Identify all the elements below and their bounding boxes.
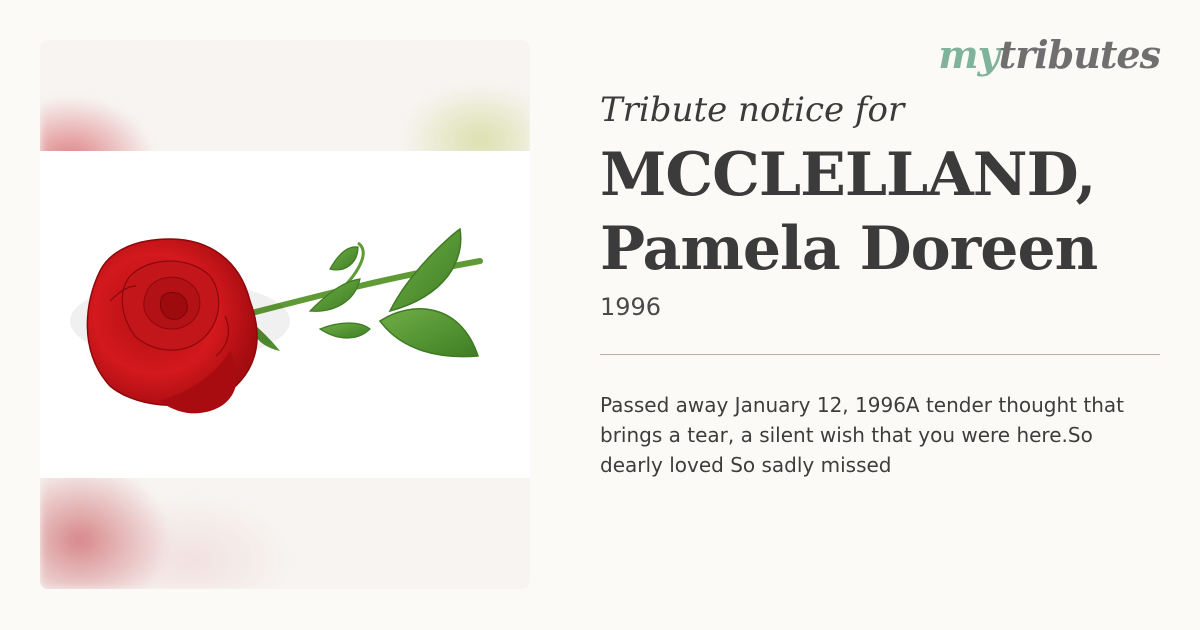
tribute-message: Passed away January 12, 1996A tender thought that brings a tear, a silent wish that you were here.So dearly loved So sadly missed (600, 393, 1124, 477)
rose-head (70, 239, 290, 413)
mytributes-logo[interactable] (938, 32, 1160, 77)
leaf-top-right (390, 229, 461, 311)
leaf-bottom-right (380, 309, 478, 357)
section-divider (600, 354, 1160, 355)
notice-eyebrow: Tribute notice for (600, 90, 905, 130)
deceased-given-names: Pamela Doreen (600, 214, 1098, 284)
logo-prefix: my (938, 32, 999, 77)
rose-illustration (40, 151, 530, 478)
tribute-photo-card (40, 40, 530, 589)
notice-year: 1996 (600, 293, 662, 321)
leaf-lower (320, 323, 370, 338)
deceased-surname: MCCLELLAND, (600, 140, 1096, 210)
leaf-small (330, 247, 358, 270)
logo-suffix: tributes (998, 32, 1160, 77)
rose-image (40, 151, 530, 478)
deceased-name (600, 138, 1160, 286)
